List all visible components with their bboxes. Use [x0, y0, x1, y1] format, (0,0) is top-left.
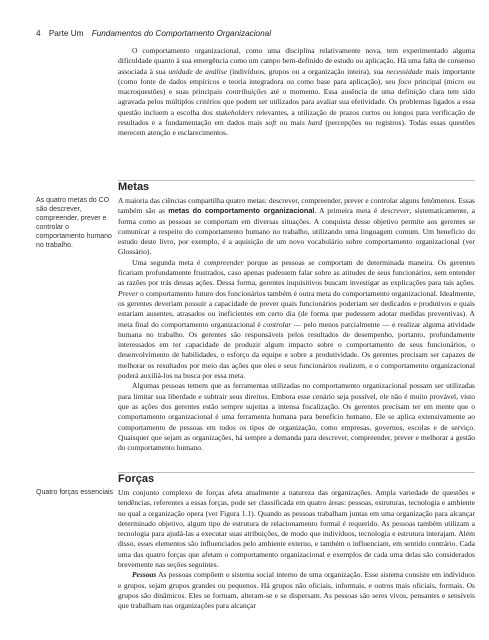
- section-heading-forcas: Forças: [118, 473, 155, 485]
- margin-note-metas: As quatro metas do CO são descrever, compreender, prever e controlar o comportamento humano no trabalho.: [36, 197, 112, 249]
- intro-paragraph: O comportamento organizacional, como uma disciplina relativamente nova, tem experimentado alguma dificuldade quanto à sua emergência como um campo bem-definido de estudo ou aplicação. Há uma falta de consenso associada à sua unidade de análise (indivíduos, grupos ou a organização inteira), sua necessidade mais importante (como fonte de dados empíricos e teoria integradora ou como base para aplicação), seu foco principal (micro ou macroquestões) e suas principais contribuições até o momento. Essa ausência de uma definição clara tem sido agravada pelos múltiplos critérios que podem ser utilizados para avaliar sua efetividade. Os problemas ligados a essa questão incluem a escolha dos stakeholders relevantes, a utilização de prazos curtos ou longos para verificação de resultados e a fundamentação em dados mais soft ou mais hard (percepções ou registros). Todas essas questões merecem atenção e esclarecimentos.: [118, 46, 475, 138]
- section-heading-metas: Metas: [118, 181, 150, 193]
- intro-section: [118, 46, 475, 139]
- forcas-paragraph-2: Pessoas As pessoas compõem o sistema social interno de uma organização. Esse sistema consiste em indivíduos e grupos, sejam grupos grandes ou pequenos. Há grupos não oficiais, informais, e outros mais oficiais, formais. Os grupos são dinâmicos. Eles se formam, alteram-se e se dispersam. As pessoas são seres vivos, pensantes e sensíveis que trabalham nas organizações para alcançar: [118, 570, 475, 611]
- metas-paragraph-1: A maioria das ciências compartilha quatro metas: descrever, compreender, prever e controlar alguns fenômenos. Essas também são as metas do comportamento organizacional. A primeira meta é descrever, sistematicamente, a forma como as pessoas se comportam em diversas situações. A conquista desse objetivo permite aos gerentes se comunicar a respeito do comportamento humano no trabalho, utilizando uma linguagem comum. Um benefício do estudo deste livro, por exemplo, é a aquisição de um novo vocabulário sobre comportamento organizacional (ver Glossário).: [118, 196, 475, 257]
- forcas-paragraph-1: Um conjunto complexo de forças afeta atualmente a natureza das organizações. Ampla variedade de questões e tendências, referentes a essas forças, pode ser classificada em quatro áreas: pessoas, estruturas, tecnologia e ambiente no qual a organização opera (ver Figura 1.1). Quando as pessoas trabalham juntas em uma organização para alcançar determinado objetivo, algum tipo de estrutura de relacionamento formal é requerido. As pessoas também utilizam a tecnologia para ajudá-las a executar suas atribuições, de modo que indivíduos, tecnologia e estrutura interajam. Além disso, esses elementos são influenciados pelo ambiente externo, e também o influenciam, em sentido contrário. Cada uma das quatro forças que afetam o comportamento organizacional e exemplos de cada uma delas são considerados brevemente nas seções seguintes.: [118, 488, 475, 570]
- page-number: 4: [36, 29, 41, 38]
- metas-paragraph-2: Uma segunda meta é compreender porque as pessoas se comportam de determinada maneira. Os gerentes ficariam profundamente frustrados, caso apenas pudessem falar sobre as atitudes de seus funcionários, sem entender as razões por trás dessas ações. Dessa forma, gerentes inquisitivos buscam investigar as explicações para tais ações. Prever o comportamento futuro dos funcionários também é outra meta do comportamento organizacional. Idealmente, os gerentes deveriam possuir a capacidade de prever quais funcionários poderiam ser dedicados e produtivos e quais estariam ausentes, atrasados ou ineficientes em certo dia (de forma que pudessem adotar medidas preventivas). A meta final do comportamento organizacional é controlar — pelo menos parcialmente — e realizar alguma atividade humana no trabalho. Os gerentes são responsáveis pelos resultados de desempenho, portanto, profundamente interessados em ter capacidade de produzir algum impacto sobre o comportamento de seus funcionários, o desenvolvimento de habilidades, o esforço da equipe e sobre a produtividade. Os gerentes precisam ser capazes de melhorar os resultados por meio das ações que eles e seus funcionários realizem, e o comportamento organizacional poderá auxiliá-los na busca por essa meta.: [118, 257, 475, 381]
- key-term: metas do comportamento organizacional: [168, 206, 315, 216]
- run-in-heading: Pessoas: [132, 570, 157, 580]
- margin-note-forcas: Quatro forças essenciais: [36, 489, 114, 496]
- part-label: Parte Um: [48, 29, 84, 38]
- running-header: [36, 29, 271, 38]
- metas-section: [118, 181, 475, 453]
- metas-paragraph-3: Algumas pessoas temem que as ferramentas utilizadas no comportamento organizacional possam ser utilizadas para limitar sua liberdade e subtrair seus direitos. Embora esse cenário seja possível, ele não é muito provável, visto que as ações dos gerentes estão sempre sujeitas a intensa fiscalização. Os gerentes precisam ter em mente que o comportamento organizacional é uma ferramenta humana para benefício humano. Ele se aplica extensivamente ao comportamento de pessoas em todos os tipos de organização, como empresas, governos, escolas e de serviço. Quaisquer que sejam as organizações, há sempre a demanda para descrever, compreender, prever e melhorar a gestão do comportamento humano.: [118, 381, 475, 453]
- book-title: Fundamentos do Comportamento Organizacional: [91, 29, 272, 38]
- forcas-section: [118, 473, 475, 612]
